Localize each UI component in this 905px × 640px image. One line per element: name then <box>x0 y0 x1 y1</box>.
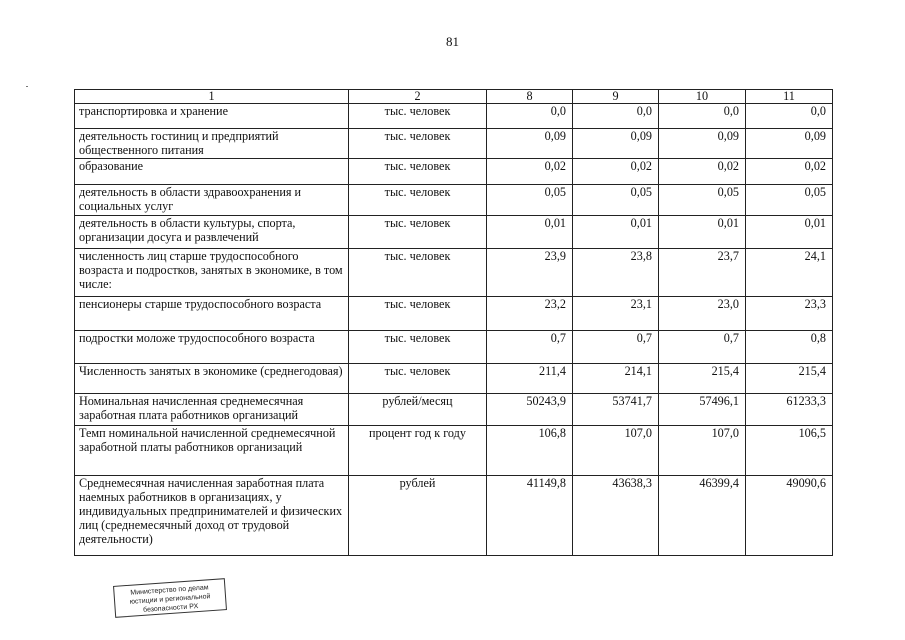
row-value-10: 0,05 <box>659 185 746 216</box>
row-value-10: 0,02 <box>659 159 746 185</box>
row-unit: процент год к году <box>349 426 487 476</box>
row-value-10: 46399,4 <box>659 476 746 556</box>
statistics-table <box>74 89 833 556</box>
row-value-9: 23,8 <box>573 249 659 297</box>
row-unit: тыс. человек <box>349 331 487 364</box>
row-unit: тыс. человек <box>349 104 487 129</box>
row-unit: тыс. человек <box>349 185 487 216</box>
row-value-8: 50243,9 <box>487 394 573 426</box>
row-value-9: 0,01 <box>573 216 659 249</box>
row-value-10: 0,0 <box>659 104 746 129</box>
table-row <box>75 159 833 185</box>
row-label: подростки моложе трудоспособного возраста <box>75 331 349 364</box>
row-value-11: 215,4 <box>746 364 833 394</box>
row-unit: тыс. человек <box>349 249 487 297</box>
row-value-10: 215,4 <box>659 364 746 394</box>
row-label: Темп номинальной начисленной среднемесячной заработной платы работников организаций <box>75 426 349 476</box>
row-value-8: 41149,8 <box>487 476 573 556</box>
row-value-9: 107,0 <box>573 426 659 476</box>
table-row <box>75 426 833 476</box>
row-value-9: 0,7 <box>573 331 659 364</box>
row-label: Номинальная начисленная среднемесячная заработная плата работников организаций <box>75 394 349 426</box>
row-value-11: 0,8 <box>746 331 833 364</box>
row-value-9: 0,09 <box>573 129 659 159</box>
row-value-10: 23,0 <box>659 297 746 331</box>
stamp-line: юстиции и региональной <box>129 593 211 606</box>
row-value-9: 214,1 <box>573 364 659 394</box>
row-value-9: 43638,3 <box>573 476 659 556</box>
row-unit: рублей <box>349 476 487 556</box>
row-unit: тыс. человек <box>349 129 487 159</box>
row-value-8: 23,9 <box>487 249 573 297</box>
header-row <box>75 90 833 104</box>
row-value-11: 0,01 <box>746 216 833 249</box>
row-value-8: 106,8 <box>487 426 573 476</box>
table-row <box>75 394 833 426</box>
row-value-8: 23,2 <box>487 297 573 331</box>
table-row <box>75 216 833 249</box>
row-value-11: 61233,3 <box>746 394 833 426</box>
row-value-8: 0,09 <box>487 129 573 159</box>
row-value-11: 24,1 <box>746 249 833 297</box>
row-label: деятельность в области культуры, спорта, организации досуга и развлечений <box>75 216 349 249</box>
row-unit: тыс. человек <box>349 216 487 249</box>
row-value-10: 0,01 <box>659 216 746 249</box>
row-value-11: 106,5 <box>746 426 833 476</box>
row-value-8: 0,7 <box>487 331 573 364</box>
table-row <box>75 129 833 159</box>
row-label: транспортировка и хранение <box>75 104 349 129</box>
header-col-1: 1 <box>75 90 349 104</box>
table-row <box>75 476 833 556</box>
header-col-11: 11 <box>746 90 833 104</box>
row-unit: тыс. человек <box>349 364 487 394</box>
row-value-9: 53741,7 <box>573 394 659 426</box>
row-value-8: 0,05 <box>487 185 573 216</box>
table-row <box>75 364 833 394</box>
stamp-line: безопасности РХ <box>142 603 199 614</box>
row-value-9: 23,1 <box>573 297 659 331</box>
row-unit: рублей/месяц <box>349 394 487 426</box>
row-value-11: 0,09 <box>746 129 833 159</box>
stamp-line: Министерство по делам <box>130 584 209 597</box>
row-value-8: 0,01 <box>487 216 573 249</box>
table-row <box>75 331 833 364</box>
row-value-8: 0,0 <box>487 104 573 129</box>
row-value-11: 0,0 <box>746 104 833 129</box>
row-label: численность лиц старше трудоспособного возраста и подростков, занятых в экономике, в том числе: <box>75 249 349 297</box>
row-label: Численность занятых в экономике (среднегодовая) <box>75 364 349 394</box>
row-value-8: 0,02 <box>487 159 573 185</box>
table-row <box>75 249 833 297</box>
row-value-11: 0,02 <box>746 159 833 185</box>
row-value-10: 107,0 <box>659 426 746 476</box>
table-row <box>75 104 833 129</box>
page-number: 81 <box>446 34 459 49</box>
header-col-10: 10 <box>659 90 746 104</box>
ministry-stamp <box>113 578 227 618</box>
row-label: пенсионеры старше трудоспособного возраста <box>75 297 349 331</box>
header-col-8: 8 <box>487 90 573 104</box>
row-value-11: 0,05 <box>746 185 833 216</box>
row-label: деятельность гостиниц и предприятий общественного питания <box>75 129 349 159</box>
row-value-9: 0,05 <box>573 185 659 216</box>
row-value-10: 23,7 <box>659 249 746 297</box>
header-col-9: 9 <box>573 90 659 104</box>
row-label: образование <box>75 159 349 185</box>
row-unit: тыс. человек <box>349 159 487 185</box>
row-value-10: 57496,1 <box>659 394 746 426</box>
row-unit: тыс. человек <box>349 297 487 331</box>
row-value-9: 0,0 <box>573 104 659 129</box>
row-value-10: 0,7 <box>659 331 746 364</box>
row-value-10: 0,09 <box>659 129 746 159</box>
row-label: Среднемесячная начисленная заработная плата наемных работников в организациях, у индивидуальных предпринимателей и физических лиц (среднемесячный доход от трудовой деятельности) <box>75 476 349 556</box>
table-row <box>75 185 833 216</box>
row-label: деятельность в области здравоохранения и социальных услуг <box>75 185 349 216</box>
scan-speck <box>26 86 28 87</box>
header-col-2: 2 <box>349 90 487 104</box>
row-value-9: 0,02 <box>573 159 659 185</box>
row-value-11: 23,3 <box>746 297 833 331</box>
row-value-11: 49090,6 <box>746 476 833 556</box>
row-value-8: 211,4 <box>487 364 573 394</box>
table-row <box>75 297 833 331</box>
